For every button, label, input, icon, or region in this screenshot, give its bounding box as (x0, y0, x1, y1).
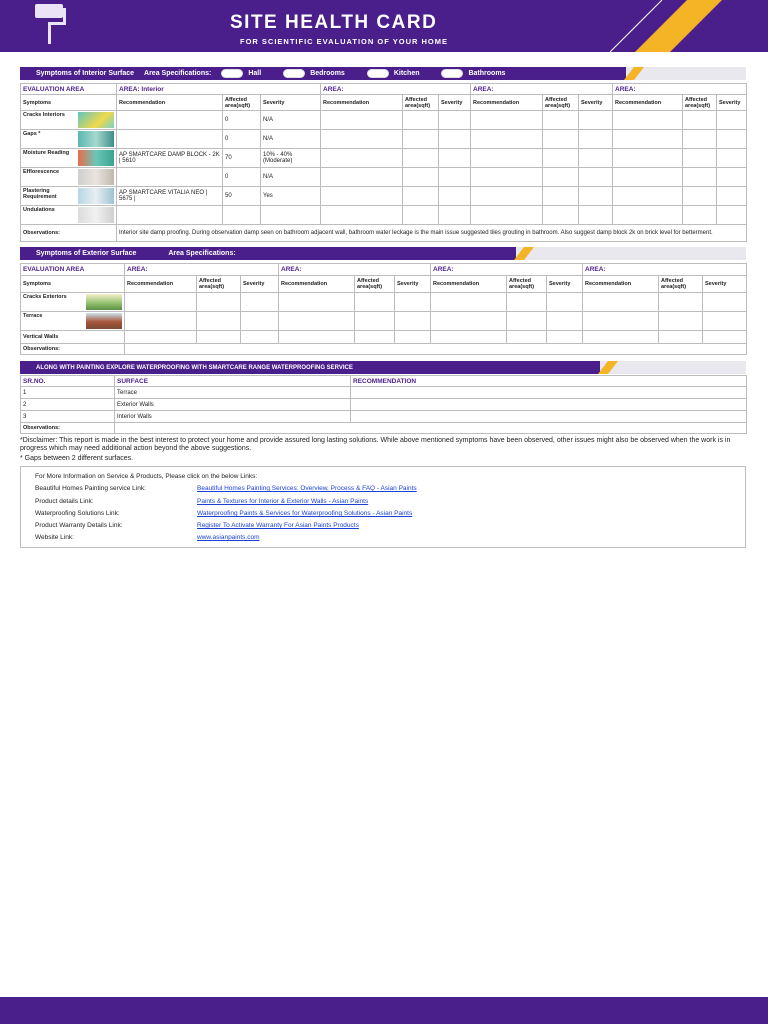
exterior-cracks-photo (86, 294, 122, 310)
disclaimer-text: *Disclaimer: This report is made in the best interest to protect your home and provide assured long lasting solutions. While above mentioned symptoms have been observed, other issues might also be observed when the work is in progress which may need additional action beyond the above suggestions. (20, 437, 731, 452)
kitchen-icon (367, 69, 389, 78)
interior-section-bar (20, 67, 746, 80)
table-row: Gaps * 0 N/A (21, 130, 747, 149)
plastering-photo (78, 188, 114, 204)
waterproofing-section-bar (20, 361, 746, 374)
exterior-observations-row: Observations: (21, 344, 747, 355)
terrace-photo (86, 313, 122, 329)
interior-observations-text: Interior site damp proofing. During observation damp seen on bathroom adjacent wall, bathroom water leckage is the main issue suggested tiles grouting in bathroom. Also suggest damp block 2k on brick level for betterment. (117, 225, 747, 242)
interior-bar-label: Symptoms of Interior Surface (36, 70, 135, 77)
waterproofing-table (20, 375, 747, 434)
waterproofing-header-row: SR.NO. SURFACE RECOMMENDATION (21, 376, 747, 387)
table-row: Terrace (21, 312, 747, 331)
beautiful-homes-link[interactable]: Beautiful Homes Painting Services: Overview, Process & FAQ - Asian Paints (197, 485, 417, 492)
bed-icon (283, 69, 305, 78)
exterior-section-bar (20, 247, 746, 260)
sofa-icon (221, 69, 243, 78)
link-row: Product details Link: Paints & Textures for Interior & Exterior Walls - Asian Paints (35, 498, 369, 505)
page-subtitle: FOR SCIENTIFIC EVALUATION OF YOUR HOME (240, 37, 449, 46)
website-link[interactable]: www.asianpaints.com (197, 534, 260, 541)
header-stripes (610, 0, 768, 52)
area-header-4: AREA: (613, 84, 747, 95)
product-details-link[interactable]: Paints & Textures for Interior & Exterior Walls - Asian Paints (197, 498, 369, 505)
table-row: Plastering Requirement AP SMARTCARE VITALIA NEO | 5675 | 50 Yes (21, 187, 747, 206)
waterproofing-link[interactable]: Waterproofing Paints & Services for Waterproofing Solutions - Asian Paints (197, 510, 413, 517)
gaps-photo (78, 131, 114, 147)
gaps-note: * Gaps between 2 different surfaces. (20, 455, 134, 462)
table-row: Cracks Interiors 0 N/A (21, 111, 747, 130)
table-row: Vertical Walls (21, 331, 747, 344)
cracks-photo (78, 112, 114, 128)
area-header-3: AREA: (471, 84, 613, 95)
bar-accent (588, 361, 618, 374)
table-row: Undulations (21, 206, 747, 225)
interior-area-spec-label: Area Specifications: (144, 70, 212, 77)
exterior-area-header-row: EVALUATION AREA AREA: AREA: AREA: AREA: (21, 264, 747, 276)
table-row: 2 Exterior Walls (21, 399, 747, 411)
interior-area-header-row (21, 84, 747, 95)
table-row: 3 Interior Walls (21, 411, 747, 423)
link-row: Beautiful Homes Painting service Link: Beautiful Homes Painting Services: Overview, Process & FAQ - Asian Paints (35, 485, 417, 492)
waterproofing-bar-label: ALONG WITH PAINTING EXPLORE WATERPROOFING WITH SMARTCARE RANGE WATERPROOFING SERVICE (36, 364, 353, 371)
table-row: Efflorescence 0 N/A (21, 168, 747, 187)
area-header-1: AREA: Interior (117, 84, 321, 95)
area-kitchen: Kitchen (367, 69, 420, 78)
efflorescence-photo (78, 169, 114, 185)
area-bathrooms: Bathrooms (441, 69, 505, 78)
undulations-photo (78, 207, 114, 223)
table-row: 1 Terrace (21, 387, 747, 399)
paint-roller-icon (32, 2, 68, 46)
links-intro: For More Information on Service & Products, Please click on the below Links: (35, 473, 258, 480)
link-row: Product Warranty Details Link: Register To Activate Warranty For Asian Paints Products (35, 522, 359, 529)
interior-observations-row: Observations: Interior site damp proofing. During observation damp seen on bathroom adjacent wall, bathroom water leckage is the main issue suggested tiles grouting in bathroom. Also suggest damp block 2k on brick level for betterment. (21, 225, 747, 242)
evaluation-area-label: EVALUATION AREA (21, 84, 117, 95)
exterior-evaluation-table (20, 263, 747, 355)
links-box (20, 466, 746, 548)
link-row: Waterproofing Solutions Link: Waterproofing Paints & Services for Waterproofing Solutions - Asian Paints (35, 510, 413, 517)
bathtub-icon (441, 69, 463, 78)
waterproofing-observations-row: Observations: (21, 423, 747, 434)
interior-evaluation-table (20, 83, 747, 242)
moisture-photo (78, 150, 114, 166)
link-row: Website Link: www.asianpaints.com (35, 534, 260, 541)
table-row: Moisture Reading AP SMARTCARE DAMP BLOCK - 2K | 5610 70 10% - 40% (Moderate) (21, 149, 747, 168)
footer-band (0, 997, 768, 1024)
warranty-link[interactable]: Register To Activate Warranty For Asian Paints Products (197, 522, 359, 529)
area-bedrooms: Bedrooms (283, 69, 345, 78)
exterior-column-header-row: Symptoms Recommendation Affected area(sqft) Severity Recommendation Affected area(sqft) Severity Recommendation Affected area(sqft) Severity Recommendation Affected area(sqft) Severity (21, 276, 747, 293)
exterior-bar-label: Symptoms of Exterior Surface (36, 250, 137, 257)
interior-column-header-row: Symptoms Recommendation Affected area(sqft) Severity Recommendation Affected area(sqft) Severity Recommendation Affected area(sqft) Severity Recommendation Affected area(sqft) Severity (21, 95, 747, 111)
bar-accent (504, 247, 534, 260)
area-hall: Hall (221, 69, 261, 78)
exterior-area-spec-label: Area Specifications: (168, 250, 236, 257)
table-row: Cracks Exteriors (21, 293, 747, 312)
bar-accent (614, 67, 644, 80)
header-banner (0, 0, 768, 52)
area-header-2: AREA: (321, 84, 471, 95)
page-title: SITE HEALTH CARD (230, 12, 438, 33)
